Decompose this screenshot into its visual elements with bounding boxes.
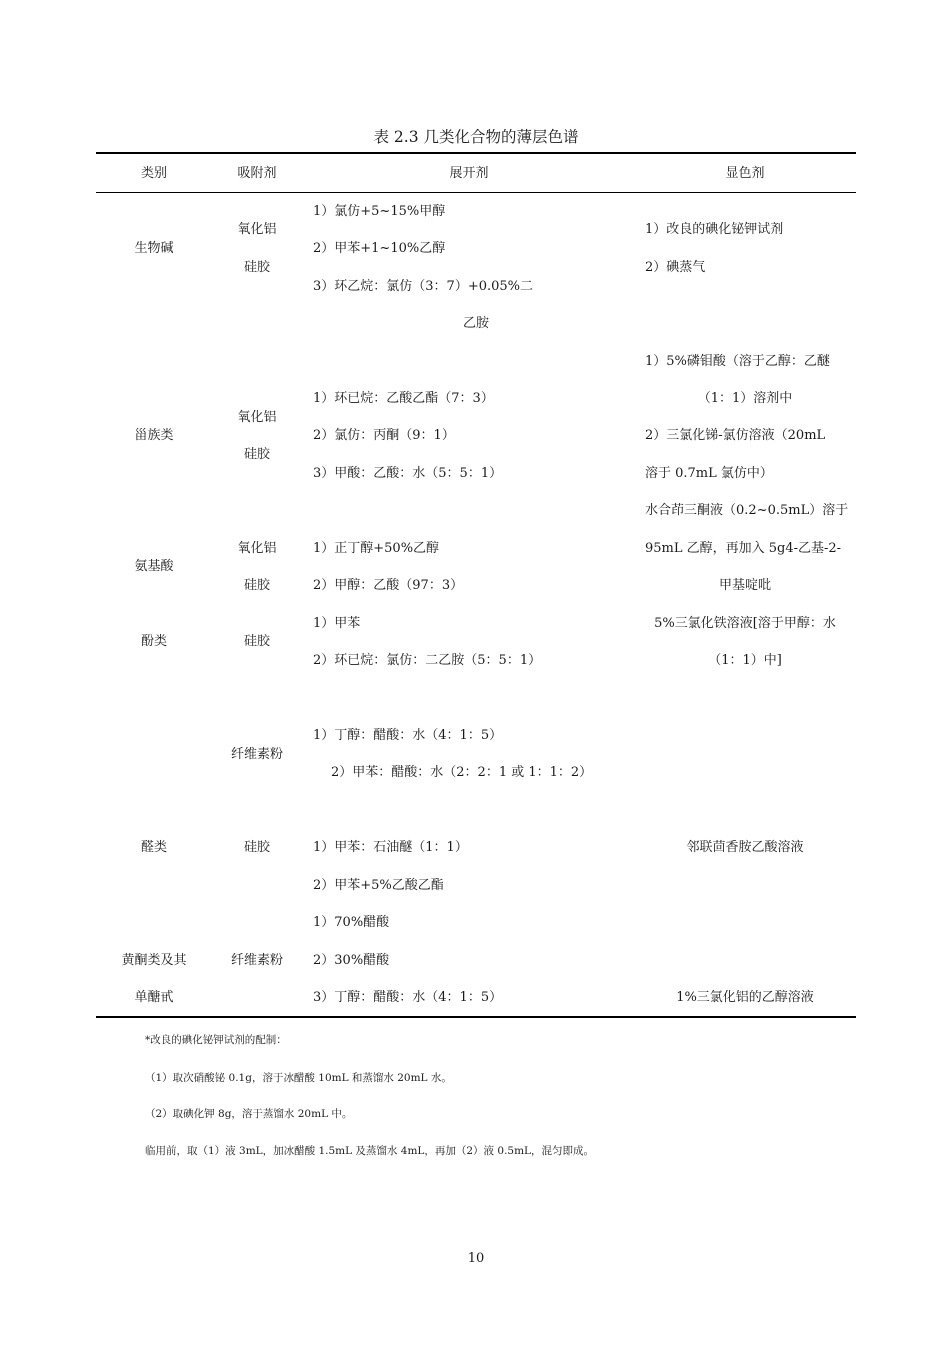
cell-developer: 1）丁醇：醋酸：水（4：1：5）	[313, 728, 503, 743]
cell-developer: 3）丁醇：醋酸：水（4：1：5）	[313, 990, 503, 1005]
cell-reagent: 1）5%磷钼酸（溶于乙醇：乙醚	[645, 354, 830, 369]
header-rule	[96, 192, 856, 193]
header-adsorbent: 吸附剂	[237, 166, 277, 181]
cell-developer: 2）30%醋酸	[313, 953, 390, 968]
cell-adsorbent: 硅胶	[243, 634, 271, 649]
cell-adsorbent: 氧化铝	[237, 222, 277, 237]
cell-reagent: 95mL 乙醇，再加入 5g4-乙基-2-	[645, 541, 842, 556]
cell-adsorbent: 氧化铝	[237, 410, 277, 425]
cell-developer: 2）甲苯+5%乙酸乙酯	[313, 878, 444, 893]
cell-reagent: 2）碘蒸气	[645, 260, 706, 275]
cell-adsorbent: 纤维素粉	[230, 953, 284, 968]
page-number: 10	[467, 1251, 485, 1266]
cell-reagent: 5%三氯化铁溶液[溶于甲醇：水	[654, 616, 836, 631]
cell-reagent: 2）三氯化锑-氯仿溶液（20mL	[645, 428, 826, 443]
header-developer: 展开剂	[449, 166, 489, 181]
header-reagent: 显色剂	[725, 166, 765, 181]
cell-adsorbent: 硅胶	[243, 260, 271, 275]
cell-category: 黄酮类及其	[121, 953, 187, 968]
footnote-line: 临用前，取（1）液 3mL，加冰醋酸 1.5mL 及蒸馏水 4mL，再加（2）液 0.5mL，混匀即成。	[145, 1145, 595, 1157]
cell-reagent: 水合茚三酮液（0.2~0.5mL）溶于	[645, 503, 849, 518]
cell-developer: 乙胺	[462, 316, 490, 331]
bottom-rule	[96, 1016, 856, 1018]
footnote-line: （1）取次硝酸铋 0.1g，溶于冰醋酸 10mL 和蒸馏水 20mL 水。	[145, 1072, 452, 1084]
cell-developer: 2）环已烷：氯仿：二乙胺（5：5：1）	[313, 653, 542, 668]
cell-adsorbent: 氧化铝	[237, 541, 277, 556]
cell-category: 甾族类	[134, 428, 174, 443]
cell-category: 氨基酸	[134, 559, 174, 574]
cell-developer: 1）甲苯	[313, 616, 361, 631]
cell-reagent: （1：1）溶剂中	[697, 391, 793, 406]
footnote-line: （2）取碘化钾 8g，溶于蒸馏水 20mL 中。	[145, 1108, 353, 1120]
table-title: 表 2.3 几类化合物的薄层色谱	[373, 128, 579, 146]
cell-developer: 1）甲苯：石油醚（1：1）	[313, 840, 468, 855]
header-category: 类别	[140, 166, 168, 181]
cell-reagent: 1%三氯化铝的乙醇溶液	[676, 990, 814, 1005]
cell-category: 生物碱	[134, 241, 174, 256]
cell-developer: 2）甲苯+1~10%乙醇	[313, 241, 446, 256]
cell-adsorbent: 硅胶	[243, 447, 271, 462]
cell-reagent: 溶于 0.7mL 氯仿中）	[645, 466, 773, 481]
cell-developer: 2）氯仿：丙酮（9：1）	[313, 428, 455, 443]
top-rule	[96, 152, 856, 154]
cell-reagent: 邻联茴香胺乙酸溶液	[686, 840, 804, 855]
cell-developer: 1）环已烷：乙酸乙酯（7：3）	[313, 391, 494, 406]
cell-developer: 3）环乙烷：氯仿（3：7）+0.05%二	[313, 279, 534, 294]
cell-developer: 1）70%醋酸	[313, 915, 390, 930]
cell-developer: 3）甲酸：乙酸：水（5：5：1）	[313, 466, 503, 481]
cell-category: 单醣甙	[134, 990, 174, 1005]
cell-adsorbent: 硅胶	[243, 840, 271, 855]
cell-category: 醛类	[140, 840, 168, 855]
cell-adsorbent: 纤维素粉	[230, 747, 284, 762]
cell-developer: 1）正丁醇+50%乙醇	[313, 541, 440, 556]
cell-reagent: 1）改良的碘化铋钾试剂	[645, 222, 784, 237]
footnote-heading: *改良的碘化铋钾试剂的配制：	[145, 1034, 287, 1046]
cell-developer: 2）甲醇：乙酸（97：3）	[313, 578, 464, 593]
cell-reagent: 甲基啶吡	[718, 578, 772, 593]
cell-reagent: （1：1）中]	[708, 653, 782, 668]
cell-adsorbent: 硅胶	[243, 578, 271, 593]
cell-category: 酚类	[140, 634, 168, 649]
cell-developer: 1）氯仿+5~15%甲醇	[313, 204, 446, 219]
cell-developer: 2）甲苯：醋酸：水（2：2：1 或 1：1：2）	[331, 765, 593, 780]
